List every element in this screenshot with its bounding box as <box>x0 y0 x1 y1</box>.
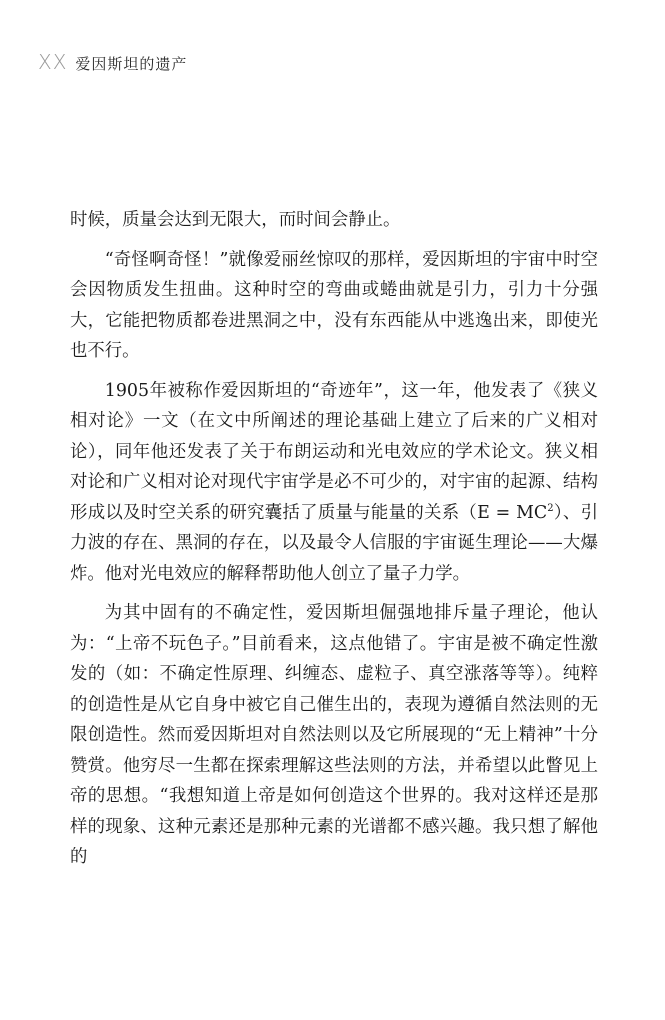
paragraph-2: “奇怪啊奇怪！”就像爱丽丝惊叹的那样，爱因斯坦的宇宙中时空会因物质发生扭曲。这种时空的弯曲或蜷曲就是引力，引力十分强大，它能把物质都卷进黑洞之中，没有东西能从中逃逸出来，即使光也不行。 <box>70 249 598 361</box>
paragraph-1: 时候，质量会达到无限大，而时间会静止。 <box>70 210 401 230</box>
paragraph-4: 为其中固有的不确定性，爱因斯坦倔强地排斥量子理论，他认为：“上帝不玩色子。”目前看来，这点他错了。宇宙是被不确定性激发的（如：不确定性原理、纠缠态、虚粒子、真空涨落等等）。纯粹的创造性是从它自身中被它自己催生出的，表现为遵循自然法则的无限创造性。然而爱因斯坦对自然法则以及它所展现的“无上精神”十分赞赏。他穷尽一生都在探索理解这些法则的方法，并希望以此瞥见上帝的思想。“我想知道上帝是如何创造这个世界的。我对这样还是那样的现象、这种元素还是那种元素的光谱都不感兴趣。我只想了解他的 <box>70 603 598 867</box>
paragraph-3 <box>70 376 598 590</box>
superscript-2: 2 <box>547 502 554 514</box>
paragraph-3-text: 1905年被称作爱因斯坦的“奇迹年”，这一年，他发表了《狭义相对论》一文（在文中所阐述的理论基础上建立了后来的广义相对论），同年他还发表了关于布朗运动和光电效应的学术论文。狭义相对论和广义相对论对现代宇宙学是必不可少的，对宇宙的起源、结构形成以及时空关系的研究囊括了质量与能量的关系（E = MC <box>70 380 598 523</box>
paragraph-3-tail: ）、引力波的存在、黑洞的存在，以及最令人信服的宇宙诞生理论——大爆炸。他对光电效应的解释帮助他人创立了量子力学。 <box>70 502 598 584</box>
running-header <box>38 50 187 74</box>
body-text <box>70 205 598 882</box>
book-title: 爱因斯坦的遗产 <box>75 55 188 73</box>
page-number: XX <box>38 50 68 74</box>
